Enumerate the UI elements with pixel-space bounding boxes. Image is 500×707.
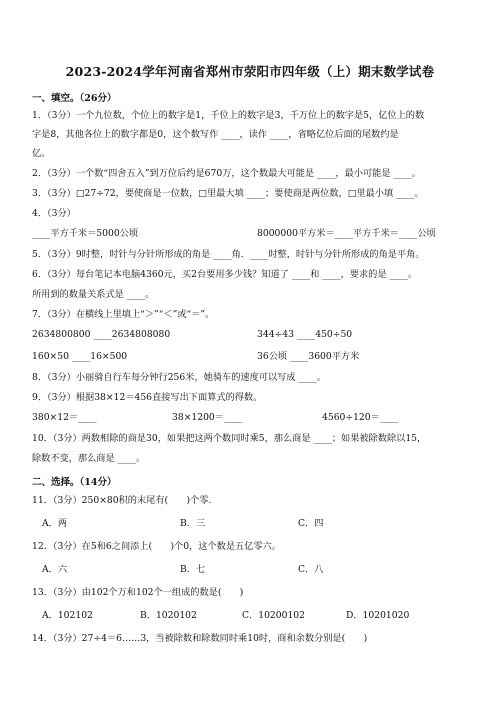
question-4-item-a: ____平方千米＝5000公顷: [32, 228, 139, 239]
question-7-item-1b: 344÷43 ____450÷50: [257, 329, 353, 340]
question-3: 3．（3分）□27÷72，要使商是一位数，□里最大填 ____；要使商是两位数，□里最小填 ____。: [32, 188, 424, 199]
question-10-line-2: 除数不变，那么商是 ____。: [32, 453, 146, 464]
question-6-line-2: 所用到的数量关系式是 ____。: [32, 289, 155, 300]
question-14: 14．（3分）27÷4＝6……3，当被除数和除数同时乘10时，商和余数分别是( ): [32, 633, 368, 644]
question-13-option-d[interactable]: D．10201020: [346, 610, 410, 621]
question-7-item-2b: 36公顷 ____3600平方米: [257, 351, 360, 362]
page-title: 2023-2024学年河南省郑州市荥阳市四年级（上）期末数学试卷: [65, 64, 435, 79]
question-11-option-b[interactable]: B．三: [180, 518, 206, 529]
section-choice-heading: 二、选择。（14分）: [32, 477, 117, 488]
question-9-item-c: 4560÷120＝____: [322, 412, 399, 423]
question-11-option-a[interactable]: A．两: [42, 518, 68, 529]
question-9-heading: 9．（3分）根据38×12＝456直接写出下面算式的得数。: [32, 392, 263, 403]
question-13-option-c[interactable]: C．10200102: [242, 610, 305, 621]
question-7-heading: 7．（3分）在横线上里填上“＞”“＜”或“＝”。: [32, 309, 215, 320]
question-2: 2．（3分）一个数“四舍五入”到万位后约是670万，这个数最大可能是 ____，最小可能是 ____。: [32, 168, 421, 179]
question-13-option-a[interactable]: A．102102: [42, 610, 93, 621]
question-7-item-1a: 2634800800 ____2634808080: [32, 329, 171, 340]
question-1-line-1: 1．（3分）一个九位数，个位上的数字是1，千位上的数字是3，千万位上的数字是5，亿位上的数: [32, 110, 425, 121]
question-12: 12．（3分）在5和6之间添上( )个0，这个数是五亿零六。: [32, 541, 281, 552]
question-5: 5．（3分）9时整，时针与分针所形成的角是 ____角．____时整，时针与分针所形成的角是平角。: [32, 249, 425, 260]
question-12-option-b[interactable]: B．七: [180, 564, 206, 575]
question-10-line-1: 10．（3分）两数相除的商是30，如果把这两个数同时乘5，那么商是 ____；如果被除数除以15，: [32, 433, 427, 444]
question-9-item-a: 380×12＝____: [32, 412, 97, 423]
question-11-option-c[interactable]: C．四: [298, 518, 324, 529]
question-9-item-b: 38×1200＝____: [172, 412, 243, 423]
question-4-heading: 4．（3分）: [32, 208, 76, 219]
question-6-line-1: 6．（3分）每台笔记本电脑4360元，买2台要用多少钱？知道了 ____和 ____，要求的是 ____。: [32, 269, 418, 280]
question-8: 8．（3分）小丽骑自行车每分钟行256米，她骑车的速度可以写成 ____。: [32, 372, 326, 383]
question-12-option-c[interactable]: C．八: [298, 564, 324, 575]
question-13-option-b[interactable]: B．1020102: [140, 610, 197, 621]
question-13: 13．（3分）由102个万和102个一组成的数是( ): [32, 587, 244, 598]
question-12-option-a[interactable]: A．六: [42, 564, 68, 575]
question-11: 11．（3分）250×80积的末尾有( )个零.: [32, 495, 212, 506]
question-7-item-2a: 160×50 ____16×500: [32, 351, 128, 362]
section-fill-in-heading: 一、填空。（26分）: [32, 93, 117, 104]
question-1-line-3: 亿。: [32, 148, 51, 159]
question-4-item-b: 8000000平方米＝____平方千米＝____公顷: [257, 228, 436, 239]
question-1-line-2: 字是8，其他各位上的数字都是0，这个数写作 ____，读作 ____，省略亿位后面的尾数约是: [32, 129, 399, 140]
